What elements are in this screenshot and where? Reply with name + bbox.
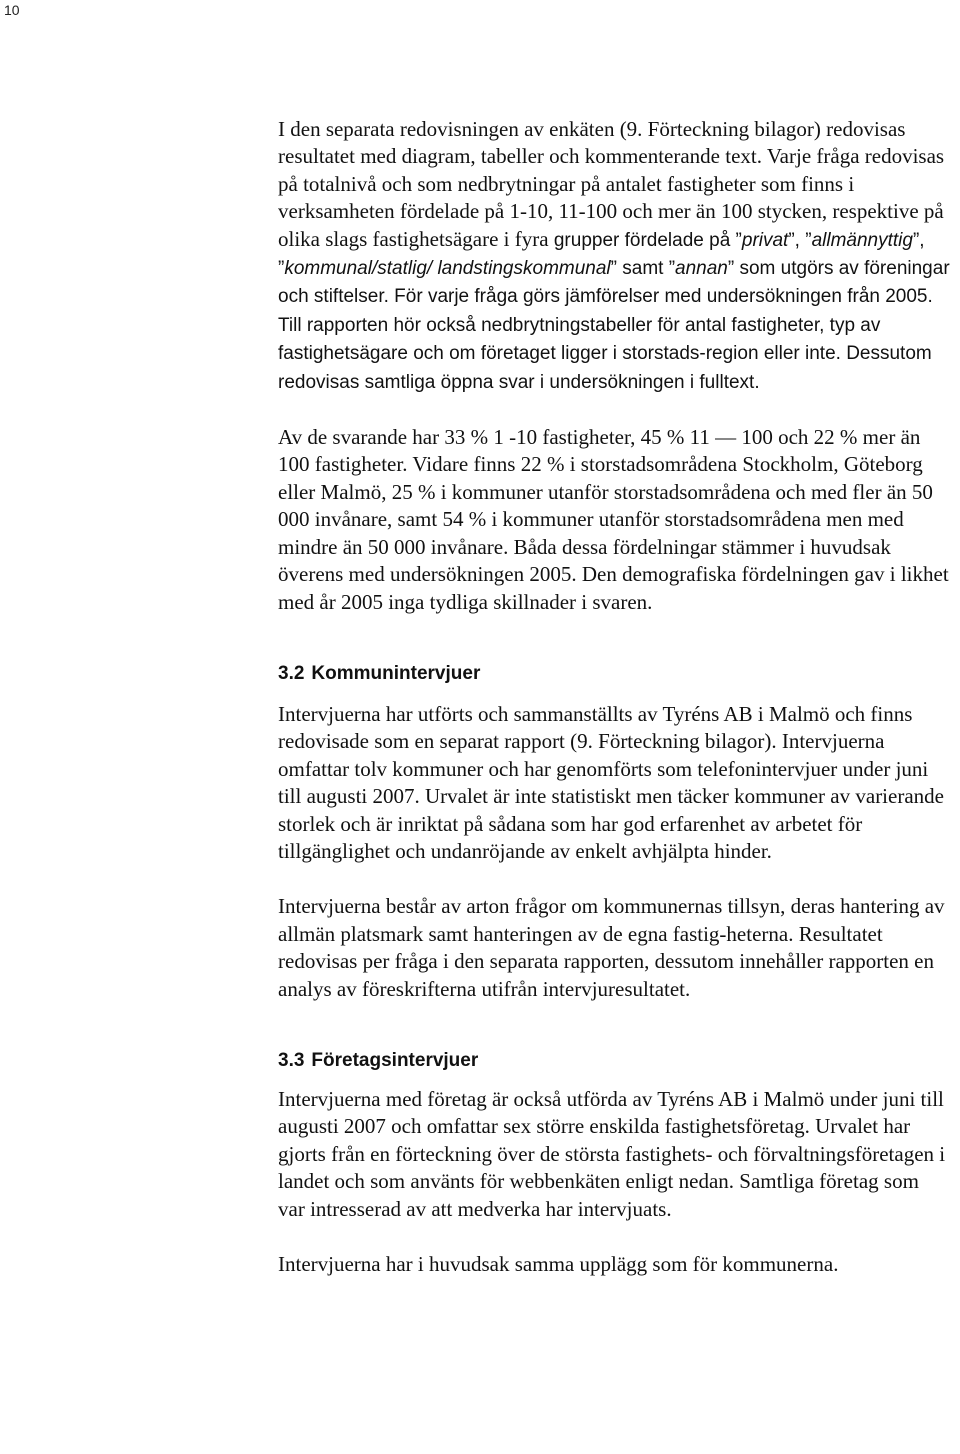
intro-sans-text [278,230,950,393]
owner-type-public-housing: allmännyttig [811,229,913,251]
intro-sans-part1: grupper fördelade på ” [553,229,742,251]
section-title: Kommunintervjuer [311,662,481,684]
intro-sans-part4: ” samt ” [610,258,676,280]
section-heading-3-3 [278,1047,950,1074]
owner-type-municipal: kommunal/statlig/ landstingskommunal [284,258,611,280]
intro-sans-part2: ”, ” [788,229,812,251]
intro-paragraph [278,116,950,396]
owner-type-private: privat [741,229,789,251]
section-3-2-paragraph-1: Intervjuerna har utförts och sammanställts av Tyréns AB i Malmö och finns redovisade som en separat rapport (9. Förteckning bilagor). Intervjuerna omfattar tolv kommuner och har genomförts som telefonintervjuer under juni till augusti 2007. Urvalet är inte statistiskt men täcker kommuner av varierande storlek och är inriktat på sådana som har god erfarenhet av arbetet för tillgänglighet och undanröjande av enkelt avhjälpta hinder. [278,701,944,863]
section-3-3-paragraph-2: Intervjuerna har i huvudsak samma upplägg som för kommunerna. [278,1252,839,1276]
stats-paragraph: Av de svarande har 33 % 1 -10 fastigheter, 45 % 11 — 100 och 22 % mer än 100 fastigheter. Vidare finns 22 % i storstadsområdena Stockholm, Göteborg eller Malmö, 25 % i kommuner utanför storstadsområdena och med fler än 50 000 invånare, samt 54 % i kommuner utanför storstadsområdena men med mindre än 50 000 invånare. Båda dessa fördelningar stämmer i huvudsak överens med undersökningen 2005. Den demografiska fördelningen gav i likhet med år 2005 inga tydliga skillnader i svaren. [278,425,949,614]
section-3-3-paragraph-1: Intervjuerna med företag är också utförda av Tyréns AB i Malmö under juni till augusti 2007 och omfattar sex större enskilda fastighetsföretag. Urvalet har gjorts från en förteckning över de största fastighets- och förvaltningsföretagen i landet och som använts för webbenkäten enligt nedan. Samtliga företag som var intresserad av att medverka har intervjuats. [278,1086,946,1221]
page-number: 10 [4,2,20,18]
intro-sans-part5: ” som utgörs av föreningar och stiftelser. För varje fråga görs jämförelser med undersökningen från 2005. Till rapporten hör också nedbrytningstabeller för antal fastigheter, typ av fastighetsägare och om företaget ligger i storstads-region eller inte. Dessutom redovisas samtliga öppna svar i undersökningen i fulltext. [278,258,950,393]
section-3-2-paragraph-2: Intervjuerna består av arton frågor om kommunernas tillsyn, deras hantering av allmän platsmark samt hanteringen av de egna fastig-heterna. Resultatet redovisas per fråga i den separata rapporten, dessutom innehåller rapporten en analys av föreskrifterna utifrån intervjuresultatet. [278,894,945,1001]
section-title: Företagsintervjuer [311,1049,479,1071]
owner-type-other: annan [675,258,728,280]
document-body [278,116,950,1278]
intro-serif-text: I den separata redovisningen av enkäten (9. Förteckning bilagor) redovisas resultatet med diagram, tabeller och kommenterande text. Varje fråga redovisas på totalnivå och som nedbrytningar på antalet fastigheter som finns i verksamheten fördelade på 1-10, 11-100 och mer än 100 stycken, respektive på olika slags fastighetsägare i fyra [278,117,945,251]
section-number: 3.2 [278,662,305,684]
section-heading-3-2 [278,660,950,687]
intro-sans-part3: ”, ” [278,229,925,280]
section-number: 3.3 [278,1049,305,1071]
